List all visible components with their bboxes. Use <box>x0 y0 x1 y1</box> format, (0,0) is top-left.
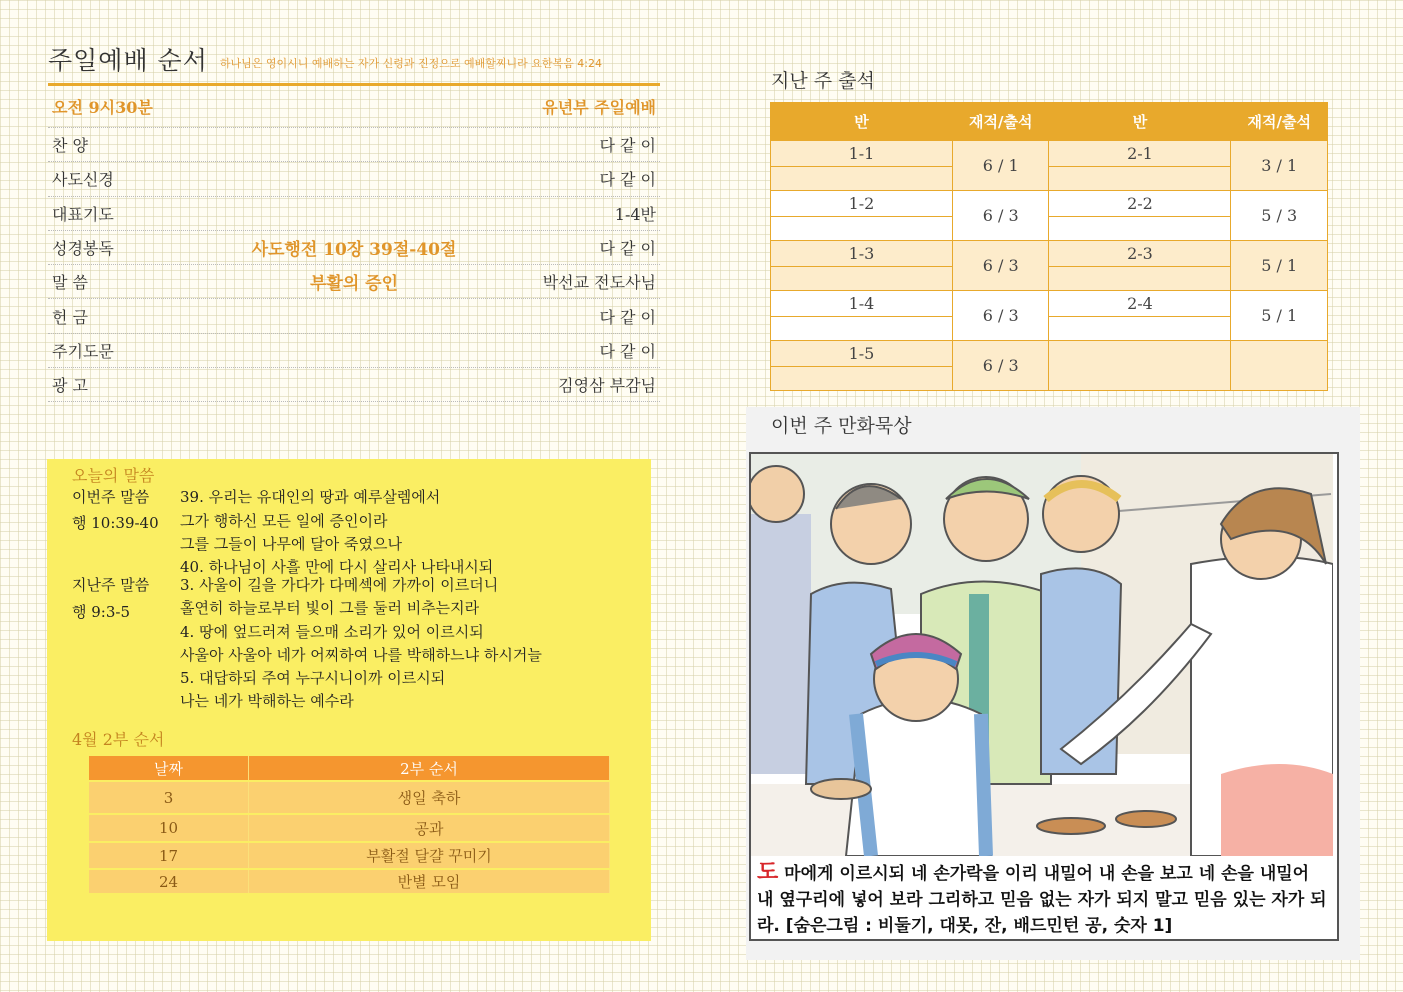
class-count: 5 / 1 <box>1231 241 1328 291</box>
schedule-program: 부활절 달걀 꾸미기 <box>249 842 610 869</box>
header-class: 반 <box>771 103 953 141</box>
schedule-header-row <box>89 756 610 781</box>
verse-line: 사울아 사울아 네가 어찌하여 나를 박해하느냐 하시거늘 <box>180 646 542 664</box>
caption-text: 마에게 이르시되 네 손가락을 이리 내밀어 내 손을 보고 네 손을 내밀어 내 옆구리에 넣어 보라 그리하고 믿음 없는 자가 되지 말고 믿음 있는 자가 되라. [숨은그림 : 비둘기, 대못, 잔, 배드민턴 공, 숫자 1] <box>757 864 1327 936</box>
class-count: 5 / 1 <box>1231 291 1328 341</box>
order-leader: 다 같 이 <box>599 170 656 190</box>
attendance-row <box>771 141 1328 167</box>
last-week-reference: 행 9:3-5 <box>72 603 131 621</box>
schedule-date: 10 <box>89 814 249 842</box>
schedule-date: 24 <box>89 869 249 893</box>
class-count: 6 / 1 <box>952 141 1049 191</box>
attendance-row <box>771 241 1328 267</box>
class-name: 2-4 <box>1049 291 1231 317</box>
last-week-label: 지난주 말씀 <box>72 576 150 594</box>
this-week-reference: 행 10:39-40 <box>72 514 159 532</box>
attendance-title: 지난 주 출석 <box>771 70 875 92</box>
todays-word-box <box>47 459 651 941</box>
header-count: 재적/출석 <box>952 103 1049 141</box>
order-row <box>48 265 660 299</box>
class-name: 1-2 <box>771 191 953 217</box>
class-name: 1-5 <box>771 341 953 367</box>
class-name: 1-3 <box>771 241 953 267</box>
schedule-program: 생일 축하 <box>249 781 610 814</box>
worship-title: 주일예배 순서 <box>48 46 208 75</box>
order-row <box>48 128 660 162</box>
order-leader: 다 같 이 <box>599 341 656 361</box>
verse-line: 나는 네가 박해하는 예수라 <box>180 692 354 710</box>
cartoon-caption <box>751 856 1333 941</box>
attendance-row <box>771 191 1328 217</box>
order-leader: 다 같 이 <box>599 136 656 156</box>
order-label: 성경봉독 <box>52 239 114 259</box>
class-name: 2-2 <box>1049 191 1231 217</box>
order-label: 대표기도 <box>52 204 114 224</box>
order-leader: 1-4반 <box>614 204 656 224</box>
schedule-date: 17 <box>89 842 249 869</box>
class-name: 1-1 <box>771 141 953 167</box>
header-verse: 하나님은 영이시니 예배하는 자가 신령과 진정으로 예배할찌니라 요한복음 4:24 <box>219 57 602 70</box>
verse-line: 그를 그들이 나무에 달아 죽였으나 <box>180 535 402 553</box>
cartoon-drawing <box>751 454 1333 856</box>
header-count: 재적/출석 <box>1231 103 1328 141</box>
attendance-row <box>771 291 1328 317</box>
cartoon-section <box>746 407 1360 960</box>
order-label: 사도신경 <box>52 170 114 190</box>
class-count <box>1231 341 1328 391</box>
schedule-date: 3 <box>89 781 249 814</box>
attendance-header-row <box>771 103 1328 141</box>
verse-line: 39. 우리는 유대인의 땅과 예루살렘에서 <box>180 488 441 506</box>
schedule-row <box>89 842 610 869</box>
attendance-table <box>770 102 1328 391</box>
caption-first-letter: 도 <box>757 860 779 885</box>
todays-word-title: 오늘의 말씀 <box>72 466 155 485</box>
order-leader: 다 같 이 <box>599 307 656 327</box>
sermon-title: 부활의 증인 <box>309 274 399 295</box>
verse-line: 그가 행하신 모든 일에 증인이라 <box>180 512 388 530</box>
scripture-reference: 사도행전 10장 39절-40절 <box>251 240 457 261</box>
order-row <box>48 197 660 231</box>
schedule-program: 공과 <box>249 814 610 842</box>
verse-line: 5. 대답하되 주여 누구시니이까 이르시되 <box>180 669 446 687</box>
schedule-header-program: 2부 순서 <box>249 756 610 781</box>
order-label: 헌 금 <box>52 307 88 327</box>
order-label: 광 고 <box>52 376 88 396</box>
schedule-program: 반별 모임 <box>249 869 610 893</box>
class-count: 6 / 3 <box>952 241 1049 291</box>
order-leader: 다 같 이 <box>599 239 656 259</box>
class-name: 2-1 <box>1049 141 1231 167</box>
verse-line: 3. 사울이 길을 가다가 다메섹에 가까이 이르더니 <box>180 576 499 594</box>
class-count: 3 / 1 <box>1231 141 1328 191</box>
order-leader: 박선교 전도사님 <box>542 273 656 293</box>
service-time: 오전 9시30분 <box>52 98 153 117</box>
order-label: 찬 양 <box>52 136 88 156</box>
order-row <box>48 299 660 333</box>
class-count: 5 / 3 <box>1231 191 1328 241</box>
schedule-table <box>89 756 610 893</box>
schedule-row <box>89 814 610 842</box>
order-leader: 김영삼 부감님 <box>558 376 656 396</box>
class-name <box>1049 341 1231 391</box>
schedule-header-date: 날짜 <box>89 756 249 781</box>
service-dept: 유년부 주일예배 <box>542 98 656 117</box>
class-count: 6 / 3 <box>952 341 1049 391</box>
schedule-row <box>89 781 610 814</box>
verse-line: 홀연히 하늘로부터 빛이 그를 둘러 비추는지라 <box>180 599 480 617</box>
service-time-row <box>48 86 660 128</box>
order-label: 주기도문 <box>52 341 114 361</box>
schedule-title: 4월 2부 순서 <box>72 730 165 749</box>
order-row <box>48 231 660 265</box>
schedule-row <box>89 869 610 893</box>
order-row <box>48 162 660 196</box>
order-row <box>48 334 660 368</box>
order-row <box>48 368 660 402</box>
this-week-label: 이번주 말씀 <box>72 488 150 506</box>
header-class: 반 <box>1049 103 1231 141</box>
class-count: 6 / 3 <box>952 191 1049 241</box>
cartoon-illustration <box>749 452 1339 941</box>
class-name: 2-3 <box>1049 241 1231 267</box>
verse-line: 40. 하나님이 사흘 만에 다시 살리사 나타내시되 <box>180 558 494 576</box>
attendance-row <box>771 341 1328 367</box>
class-count: 6 / 3 <box>952 291 1049 341</box>
class-name: 1-4 <box>771 291 953 317</box>
order-label: 말 씀 <box>52 273 88 293</box>
worship-header <box>48 40 660 86</box>
verse-line: 4. 땅에 엎드러져 들으매 소리가 있어 이르시되 <box>180 623 484 641</box>
worship-order-section <box>48 40 660 402</box>
cartoon-title: 이번 주 만화묵상 <box>771 415 912 437</box>
